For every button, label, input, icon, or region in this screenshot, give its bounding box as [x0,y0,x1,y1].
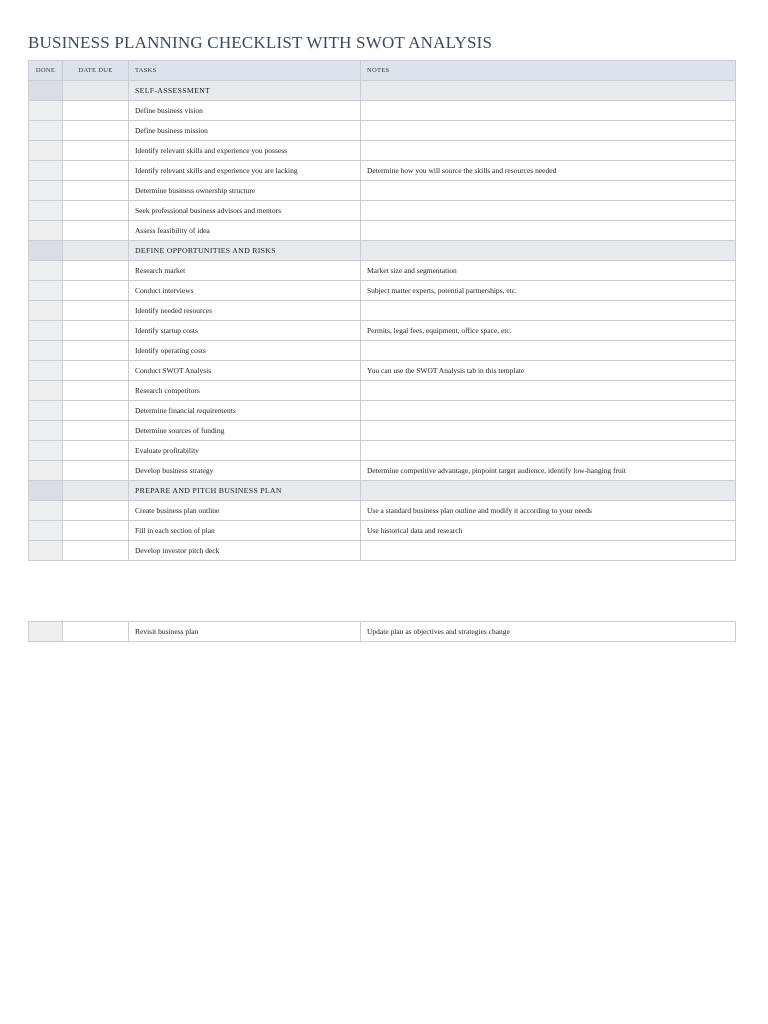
done-checkbox-cell[interactable] [29,421,63,441]
task-cell[interactable]: Evaluate profitability [129,441,361,461]
date-due-cell[interactable] [63,401,129,421]
notes-cell[interactable] [361,401,736,421]
notes-cell[interactable] [361,181,736,201]
date-due-cell[interactable] [63,121,129,141]
section-title[interactable]: SELF-ASSESSMENT [129,81,361,101]
done-checkbox-cell[interactable] [29,381,63,401]
table-row [29,101,736,121]
notes-cell[interactable]: Determine competitive advantage, pinpoint target audience, identify low-hanging fruit [361,461,736,481]
done-checkbox-cell[interactable] [29,241,63,261]
task-cell[interactable]: Determine business ownership structure [129,181,361,201]
section-title[interactable]: DEFINE OPPORTUNITIES AND RISKS [129,241,361,261]
notes-cell[interactable] [361,441,736,461]
task-cell[interactable]: Conduct interviews [129,281,361,301]
done-checkbox-cell[interactable] [29,361,63,381]
task-cell[interactable]: Create business plan outline [129,501,361,521]
table-row [29,201,736,221]
notes-cell[interactable] [361,201,736,221]
checklist-table-continued [28,621,736,642]
notes-cell[interactable] [361,221,736,241]
task-cell[interactable]: Determine financial requirements [129,401,361,421]
done-checkbox-cell[interactable] [29,261,63,281]
table-row [29,141,736,161]
notes-cell[interactable] [361,101,736,121]
done-checkbox-cell[interactable] [29,461,63,481]
done-checkbox-cell[interactable] [29,301,63,321]
table-row [29,121,736,141]
section-row [29,241,736,261]
date-due-cell[interactable] [63,181,129,201]
notes-cell[interactable] [361,421,736,441]
column-header-notes: NOTES [361,61,736,81]
date-due-cell[interactable] [63,261,129,281]
notes-cell[interactable]: Determine how you will source the skills and resources needed [361,161,736,181]
notes-cell[interactable] [361,541,736,561]
done-checkbox-cell[interactable] [29,321,63,341]
notes-cell[interactable] [361,301,736,321]
notes-cell[interactable]: Market size and segmentation [361,261,736,281]
task-cell[interactable]: Identify needed resources [129,301,361,321]
task-cell[interactable]: Develop business strategy [129,461,361,481]
checklist-table [28,60,736,561]
notes-cell[interactable]: Use historical data and research [361,521,736,541]
notes-cell[interactable] [361,141,736,161]
date-due-cell[interactable] [63,441,129,461]
notes-cell[interactable] [361,81,736,101]
done-checkbox-cell[interactable] [29,441,63,461]
notes-cell[interactable] [361,381,736,401]
task-cell[interactable]: Research market [129,261,361,281]
column-header-date-due: DATE DUE [63,61,129,81]
table-row [29,401,736,421]
task-cell[interactable]: Define business mission [129,121,361,141]
table-row [29,541,736,561]
table-row [29,361,736,381]
done-checkbox-cell[interactable] [29,541,63,561]
notes-cell[interactable]: Permits, legal fees, equipment, office space, etc. [361,321,736,341]
done-checkbox-cell[interactable] [29,481,63,501]
date-due-cell[interactable] [63,622,129,642]
done-checkbox-cell[interactable] [29,281,63,301]
section-title[interactable]: PREPARE AND PITCH BUSINESS PLAN [129,481,361,501]
done-checkbox-cell[interactable] [29,622,63,642]
date-due-cell[interactable] [63,241,129,261]
page-title: BUSINESS PLANNING CHECKLIST WITH SWOT ANALYSIS [28,33,493,52]
done-checkbox-cell[interactable] [29,121,63,141]
date-due-cell[interactable] [63,141,129,161]
date-due-cell[interactable] [63,201,129,221]
notes-cell[interactable]: Subject matter experts, potential partnerships, etc. [361,281,736,301]
section-row [29,81,736,101]
date-due-cell[interactable] [63,101,129,121]
table-row [29,461,736,481]
done-checkbox-cell[interactable] [29,221,63,241]
task-cell[interactable]: Assess feasibility of idea [129,221,361,241]
notes-cell[interactable] [361,481,736,501]
date-due-cell[interactable] [63,281,129,301]
task-cell[interactable]: Fill in each section of plan [129,521,361,541]
table-row [29,221,736,241]
date-due-cell[interactable] [63,361,129,381]
date-due-cell[interactable] [63,521,129,541]
table-row [29,321,736,341]
done-checkbox-cell[interactable] [29,401,63,421]
table-row [29,261,736,281]
task-cell[interactable]: Determine sources of funding [129,421,361,441]
done-checkbox-cell[interactable] [29,201,63,221]
date-due-cell[interactable] [63,541,129,561]
date-due-cell[interactable] [63,421,129,441]
task-cell[interactable]: Conduct SWOT Analysis [129,361,361,381]
done-checkbox-cell[interactable] [29,101,63,121]
task-cell[interactable]: Define business vision [129,101,361,121]
table-row [29,501,736,521]
notes-cell[interactable]: You can use the SWOT Analysis tab in this template [361,361,736,381]
date-due-cell[interactable] [63,501,129,521]
table-row [29,161,736,181]
table-row [29,421,736,441]
task-cell[interactable]: Identify relevant skills and experience you are lacking [129,161,361,181]
date-due-cell[interactable] [63,221,129,241]
notes-cell[interactable]: Use a standard business plan outline and modify it according to your needs [361,501,736,521]
column-header-done: DONE [29,61,63,81]
table-row [29,181,736,201]
date-due-cell[interactable] [63,341,129,361]
done-checkbox-cell[interactable] [29,521,63,541]
notes-cell[interactable] [361,241,736,261]
done-checkbox-cell[interactable] [29,181,63,201]
column-header-tasks: TASKS [129,61,361,81]
date-due-cell[interactable] [63,161,129,181]
task-cell[interactable]: Seek professional business advisors and mentors [129,201,361,221]
task-cell[interactable]: Identify operating costs [129,341,361,361]
date-due-cell[interactable] [63,381,129,401]
table-row [29,281,736,301]
date-due-cell[interactable] [63,481,129,501]
date-due-cell[interactable] [63,301,129,321]
date-due-cell[interactable] [63,321,129,341]
done-checkbox-cell[interactable] [29,81,63,101]
task-cell[interactable]: Revisit business plan [129,622,361,642]
table-row [29,381,736,401]
section-row [29,481,736,501]
date-due-cell[interactable] [63,81,129,101]
done-checkbox-cell[interactable] [29,141,63,161]
table-row [29,301,736,321]
date-due-cell[interactable] [63,461,129,481]
table-row [29,622,736,642]
table-row [29,521,736,541]
done-checkbox-cell[interactable] [29,341,63,361]
task-cell[interactable]: Develop investor pitch deck [129,541,361,561]
done-checkbox-cell[interactable] [29,501,63,521]
notes-cell[interactable] [361,121,736,141]
done-checkbox-cell[interactable] [29,161,63,181]
task-cell[interactable]: Identify startup costs [129,321,361,341]
task-cell[interactable]: Identify relevant skills and experience you possess [129,141,361,161]
notes-cell[interactable]: Update plan as objectives and strategies change [361,622,736,642]
table-row [29,341,736,361]
task-cell[interactable]: Research competitors [129,381,361,401]
table-header-row [29,61,736,81]
table-row [29,441,736,461]
notes-cell[interactable] [361,341,736,361]
